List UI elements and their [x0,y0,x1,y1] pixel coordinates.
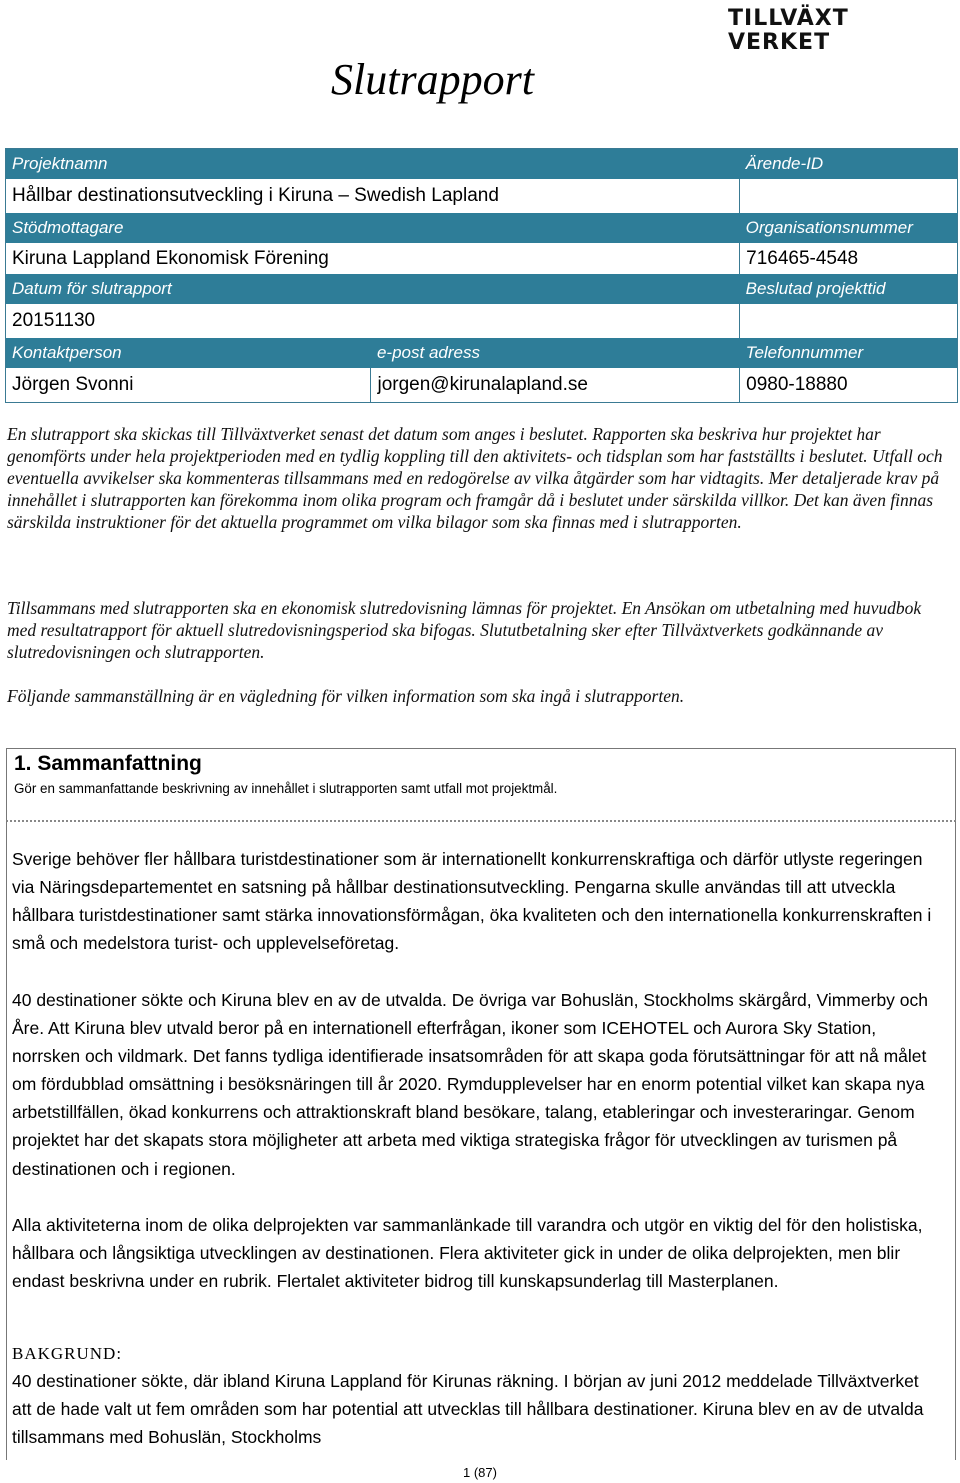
projektnamn-label: Projektnamn [6,149,740,180]
kontaktperson-label: Kontaktperson [6,338,371,368]
summary-paragraph-2: 40 destinationer sökte och Kiruna blev en av de utvalda. De övriga var Bohuslän, Stockholms skärgård, Vimmerby och Åre. Att Kiruna blev utvald beror på en internationell efterfrågan, ikoner som ICEHOTEL och Aurora Sky Station, norrsken och vildmark. Det fanns tydliga identifierade insatsområden för att skapa goda förutsättningar för att nå målet om fördubblad omsättning i besöksnäringen till år 2020. Rymdupplevelser har en enorm potential vilket kan skapa nya arbetstillfällen, ökad konkurrens och attraktionskraft bland besökare, talang, etableringar och investeraringar. Genom projektet har det skapats stora möjligheter att arbeta med viktiga strategiska frågor för utvecklingen av turismen på destinationen och i regionen. [12,990,928,1179]
stodmottagare-label: Stödmottagare [6,213,740,243]
arende-id-label: Ärende-ID [740,149,958,180]
project-info-table [5,148,958,403]
organisationsnummer-label: Organisationsnummer [740,213,958,243]
logo-line-2: VERKET [728,30,831,55]
summary-paragraph-3: Alla aktiviteterna inom de olika delprojekten var sammanlänkade till varandra och utgör en viktig del för den holistiska, hållbara och långsiktiga utvecklingen av destinationen. Flera aktiviteter gick in under de olika delprojekten, men blir endast beskrivna under en rubrik. Flertalet aktiviteter bidrog till kunskapsunderlag till Masterplanen. [12,1215,923,1292]
instruction-paragraph-3: Följande sammanställning är en vägledning för vilken information som ska ingå i slutrapporten. [7,686,685,706]
tillvaxtverket-logo [728,4,868,56]
projektnamn-value: Hållbar destinationsutveckling i Kiruna – Swedish Lapland [12,185,499,206]
kontaktperson-value: Jörgen Svonni [6,368,371,403]
datum-label: Datum för slutrapport [6,274,740,304]
page-title: Slutrapport [331,55,534,104]
telefonnummer-value: 0980-18880 [746,374,848,395]
page-number: 1 (87) [463,1465,497,1480]
logo-line-1: TILLVÄXT [728,6,849,31]
arende-id-value [740,179,958,213]
instruction-paragraph-2: Tillsammans med slutrapporten ska en ekonomisk slutredovisning lämnas för projektet. En Ansökan om utbetalning med huvudbok med resultatrapport för aktuell slutredovisningsperiod ska bifogas. Slututbetalning sker efter Tillväxtverkets godkännande av slutredovisningen och slutrapporten. [7,598,922,662]
bakgrund-heading: BAKGRUND: [12,1344,123,1363]
section-1-heading: 1. Sammanfattning [14,752,202,775]
section-1-header [6,748,956,820]
epost-label: e-post adress [371,338,740,368]
stodmottagare-value: Kiruna Lappland Ekonomisk Förening [12,247,329,269]
instruction-paragraph-1: En slutrapport ska skickas till Tillväxtverket senast det datum som anges i beslutet. Rapporten ska beskriva hur projektet har genomförts under hela projektperioden med en tydlig koppling till den aktivitets- och tidsplan som har fastställts i beslutet. Utfall och eventuella avvikelser ska kommenteras tillsammans med en redogörelse av vilka åtgärder som har vidtagits. Mer detaljerade krav på innehållet i slutrapporten kan förekomma inom olika program och framgår då i beslutet under särskilda villkor. Det kan även finnas särskilda instruktioner för det aktuella programmet om vilka bilagor som ska finnas med i slutrapporten. [7,424,943,532]
datum-value: 20151130 [12,310,96,331]
bakgrund-paragraph: 40 destinationer sökte, där ibland Kiruna Lappland för Kirunas räkning. I början av juni 2012 meddelade Tillväxtverket att de hade valt ut fem områden som har potential att utvecklas till hållbara destinationer. Kiruna blev en av de utvalda tillsammans med Bohuslän, Stockholms [12,1371,924,1448]
projekttid-value [740,304,958,338]
organisationsnummer-value: 716465-4548 [740,243,958,274]
projekttid-label: Beslutad projekttid [740,274,958,304]
epost-value: jorgen@kirunalapland.se [371,368,740,403]
telefonnummer-label: Telefonnummer [740,338,958,368]
section-1-subheading: Gör en sammanfattande beskrivning av innehållet i slutrapporten samt utfall mot projektmål. [14,781,558,796]
summary-paragraph-1: Sverige behöver fler hållbara turistdestinationer som är internationellt konkurrenskraftiga och därför utlyste regeringen via Näringsdepartementet en satsning på hållbar destinationsutveckling. Pengarna skulle användas till att utveckla hållbara turistdestinationer samt stärka innovationsförmågan, öka kvaliteten och den internationella konkurrenskraften i små och medelstora turist- och upplevelseföretag. [12,849,932,954]
